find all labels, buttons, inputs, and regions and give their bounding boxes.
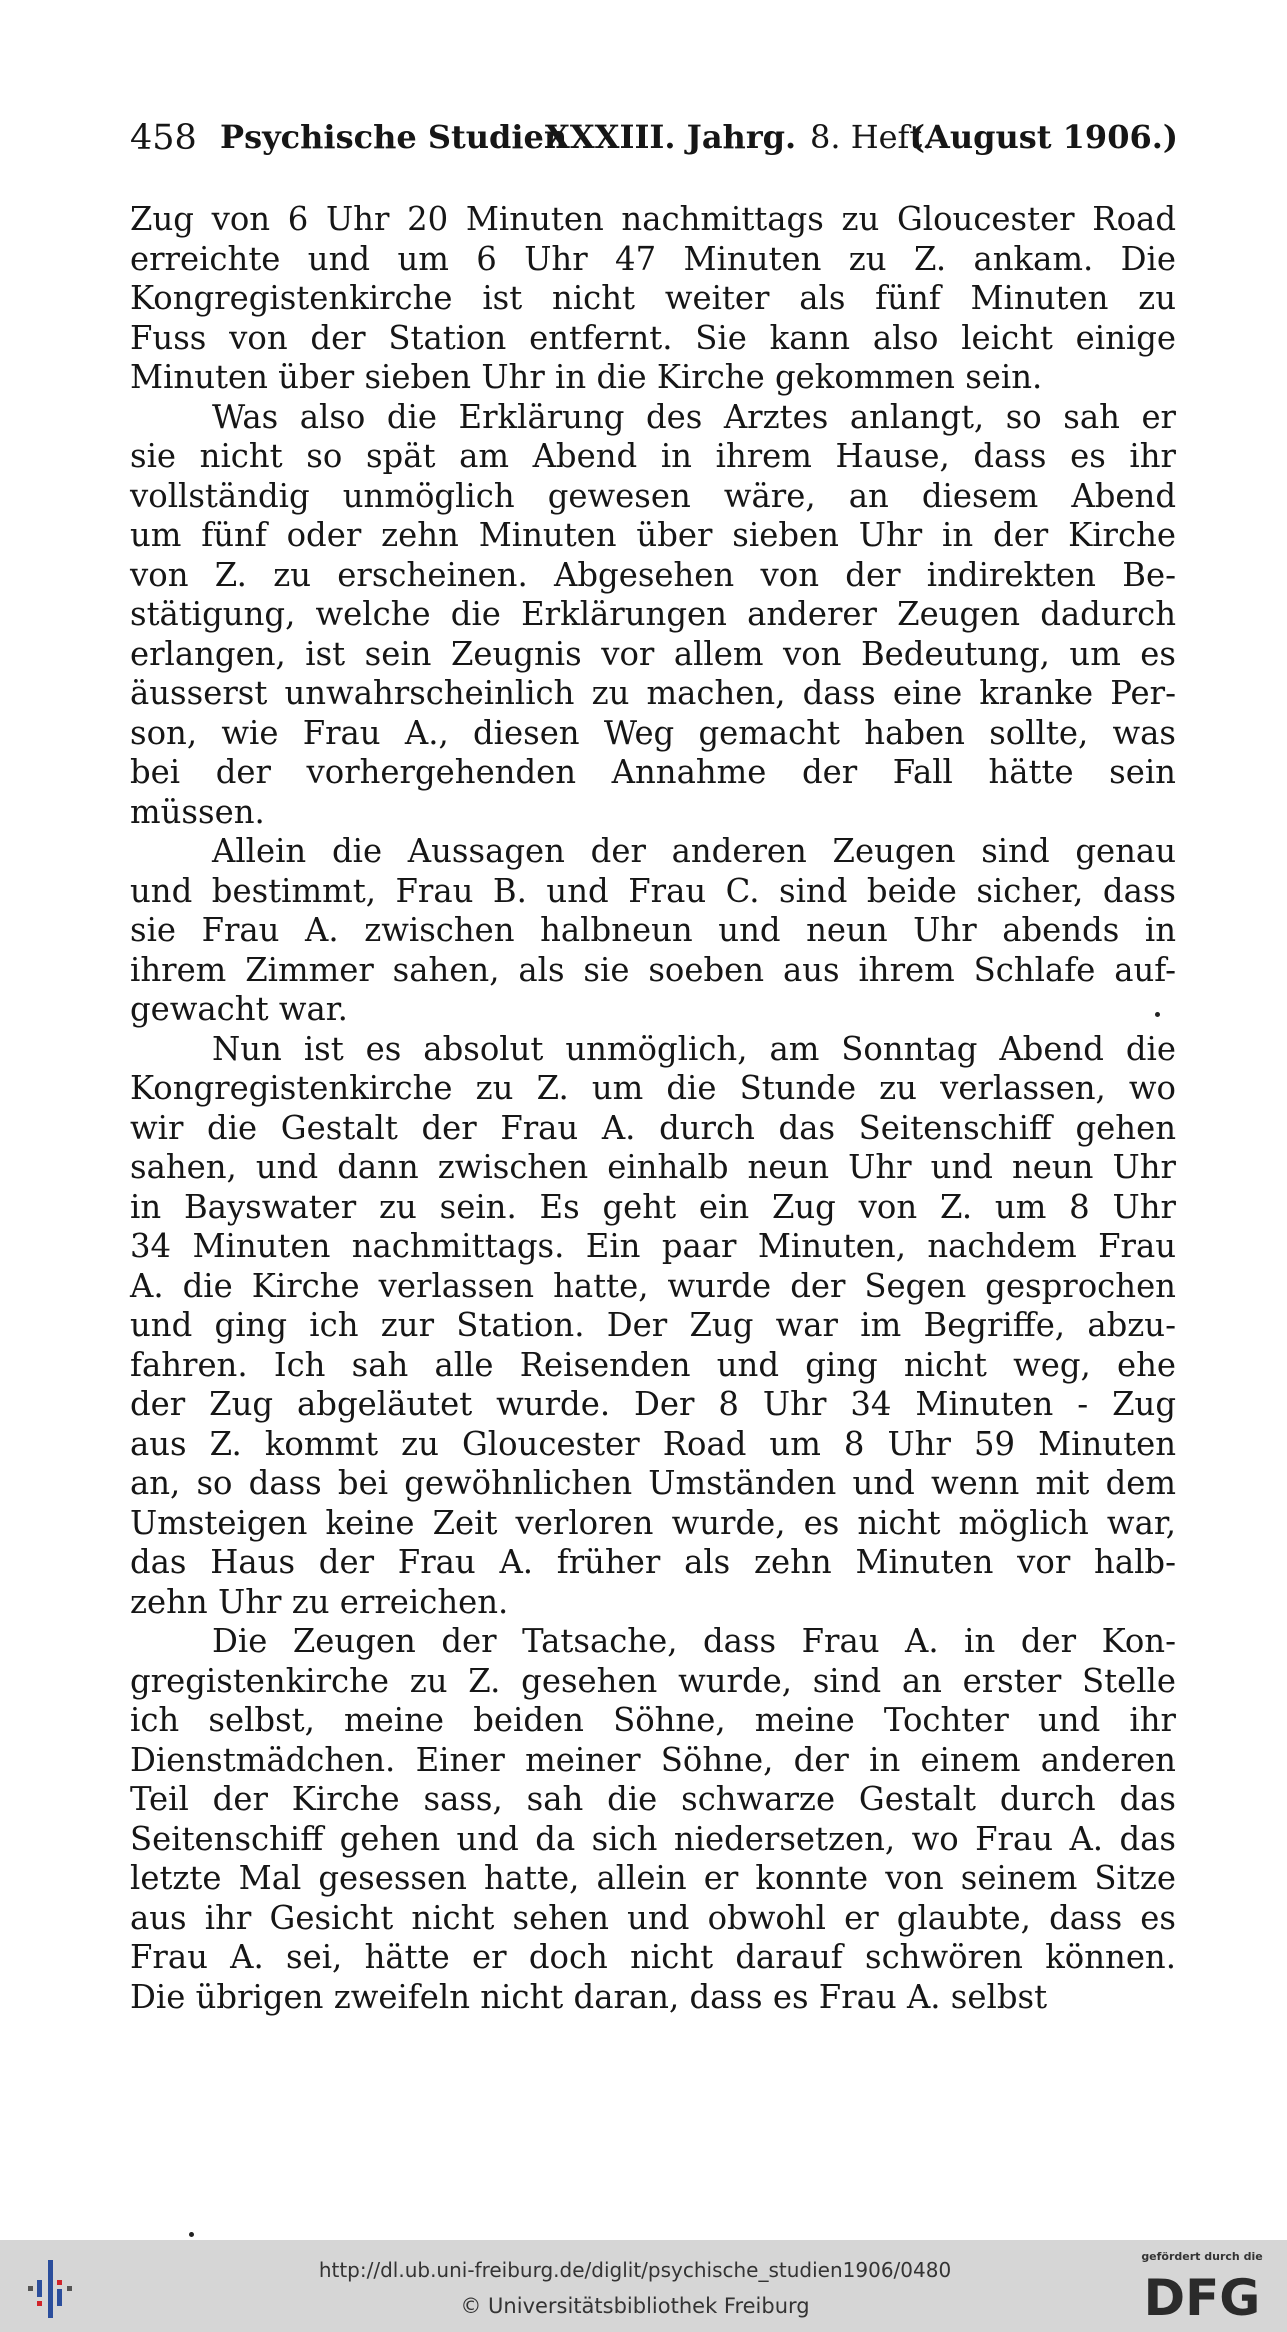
text-line: letzte Mal gesessen hatte, allein er konnte von seinem Sitze — [130, 1859, 1176, 1897]
text-line: Die übrigen zweifeln nicht daran, dass es Frau A. selbst — [130, 1977, 1048, 2016]
text-line: Kongregistenkirche ist nicht weiter als fünf Minuten zu — [130, 279, 1176, 317]
text-line: Teil der Kirche sass, sah die schwarze Gestalt durch das — [130, 1780, 1176, 1818]
text-line: Minuten über sieben Uhr in die Kirche gekommen sein. — [130, 358, 1043, 396]
text-line: ich selbst, meine beiden Söhne, meine Tochter und ihr — [130, 1701, 1176, 1739]
text-line: fahren. Ich sah alle Reisenden und ging nicht weg, ehe — [130, 1345, 1176, 1384]
print-speck — [1155, 1012, 1160, 1017]
page-number: 458 — [130, 118, 197, 158]
issue-date: (August 1906.) — [909, 118, 1178, 156]
issue-label: 8. Heft. — [810, 118, 933, 156]
text-line: äusserst unwahrscheinlich zu machen, dass eine kranke Per- — [130, 674, 1176, 712]
text-line: und ging ich zur Station. Der Zug war im Begriffe, abzu- — [130, 1306, 1176, 1344]
text-line: A. die Kirche verlassen hatte, wurde der Segen gesprochen — [130, 1266, 1176, 1305]
dfg-logo-icon — [1137, 2267, 1267, 2323]
text-line: Dienstmädchen. Einer meiner Söhne, der in einem anderen — [130, 1740, 1176, 1779]
text-line: Was also die Erklärung des Arztes anlangt, so sah er — [212, 397, 1176, 436]
source-url[interactable]: http://dl.ub.uni-freiburg.de/diglit/psychische_studien1906/0480 — [318, 2258, 952, 2282]
text-line: um fünf oder zehn Minuten über sieben Uhr in der Kirche — [130, 516, 1176, 554]
running-header — [130, 118, 1178, 160]
paragraph — [130, 1030, 1176, 1623]
paragraph — [130, 398, 1176, 833]
text-line: wir die Gestalt der Frau A. durch das Seitenschiff gehen — [130, 1108, 1176, 1147]
text-line: erreichte und um 6 Uhr 47 Minuten zu Z. ankam. Die — [130, 239, 1176, 278]
text-line: sie nicht so spät am Abend in ihrem Hause, dass es ihr — [130, 437, 1176, 475]
copyright-notice: © Universitätsbibliothek Freiburg — [460, 2294, 810, 2318]
text-line: an, so dass bei gewöhnlichen Umständen und wenn mit dem — [130, 1464, 1176, 1502]
text-line: der Zug abgeläutet wurde. Der 8 Uhr 34 Minuten - Zug — [130, 1385, 1176, 1423]
text-line: in Bayswater zu sein. Es geht ein Zug von Z. um 8 Uhr — [130, 1187, 1176, 1226]
text-line: von Z. zu erscheinen. Abgesehen von der indirekten Be- — [130, 555, 1176, 594]
text-line: müssen. — [130, 792, 265, 831]
text-line: gewacht war. — [130, 990, 348, 1028]
text-line: Zug von 6 Uhr 20 Minuten nachmittags zu Gloucester Road — [130, 200, 1176, 238]
dfg-funding-badge — [1132, 2250, 1272, 2328]
text-line: erlangen, ist sein Zeugnis vor allem von Bedeutung, um es — [130, 634, 1176, 673]
body-text — [130, 200, 1176, 2017]
text-line: aus ihr Gesicht nicht sehen und obwohl er glaubte, dass es — [130, 1898, 1176, 1937]
paragraph — [130, 1622, 1176, 2017]
library-logo-icon — [26, 2256, 84, 2322]
dfg-caption: gefördert durch die — [1141, 2250, 1263, 2263]
text-line: Frau A. sei, hätte er doch nicht darauf schwören können. — [130, 1938, 1176, 1976]
text-line: gregistenkirche zu Z. gesehen wurde, sind an erster Stelle — [130, 1661, 1176, 1700]
text-line: zehn Uhr zu erreichen. — [130, 1582, 509, 1621]
text-line: Kongregistenkirche zu Z. um die Stunde zu verlassen, wo — [130, 1069, 1176, 1107]
text-line: Nun ist es absolut unmöglich, am Sonntag Abend die — [212, 1029, 1176, 1068]
paragraph — [130, 200, 1176, 398]
text-line: Allein die Aussagen der anderen Zeugen sind genau — [212, 832, 1176, 870]
text-line: sahen, und dann zwischen einhalb neun Uhr und neun Uhr — [130, 1148, 1176, 1186]
text-line: sie Frau A. zwischen halbneun und neun Uhr abends in — [130, 911, 1176, 949]
text-line: bei der vorhergehenden Annahme der Fall hätte sein — [130, 753, 1176, 791]
text-line: Umsteigen keine Zeit verloren wurde, es nicht möglich war, — [130, 1503, 1176, 1542]
text-line: Fuss von der Station entfernt. Sie kann also leicht einige — [130, 318, 1176, 357]
text-line: und bestimmt, Frau B. und Frau C. sind beide sicher, dass — [130, 871, 1176, 910]
footer-bar — [0, 2240, 1287, 2332]
text-line: 34 Minuten nachmittags. Ein paar Minuten, nachdem Frau — [130, 1227, 1176, 1265]
print-speck — [189, 2232, 194, 2237]
paragraph — [130, 832, 1176, 1030]
dfg-logo-text: DFG — [1143, 2269, 1261, 2323]
text-line: Die Zeugen der Tatsache, dass Frau A. in der Kon- — [212, 1622, 1176, 1660]
text-line: das Haus der Frau A. früher als zehn Minuten vor halb- — [130, 1543, 1176, 1581]
text-line: aus Z. kommt zu Gloucester Road um 8 Uhr 59 Minuten — [130, 1424, 1176, 1463]
journal-title: Psychische Studien — [220, 118, 568, 156]
text-line: son, wie Frau A., diesen Weg gemacht haben sollte, was — [130, 713, 1176, 752]
text-line: vollständig unmöglich gewesen wäre, an diesem Abend — [130, 476, 1176, 515]
text-line: ihrem Zimmer sahen, als sie soeben aus ihrem Schlafe auf- — [130, 950, 1176, 989]
volume-label: XXXIII. Jahrg. — [545, 118, 797, 156]
text-line: Seitenschiff gehen und da sich niedersetzen, wo Frau A. das — [130, 1819, 1176, 1858]
text-line: stätigung, welche die Erklärungen anderer Zeugen dadurch — [130, 595, 1176, 633]
